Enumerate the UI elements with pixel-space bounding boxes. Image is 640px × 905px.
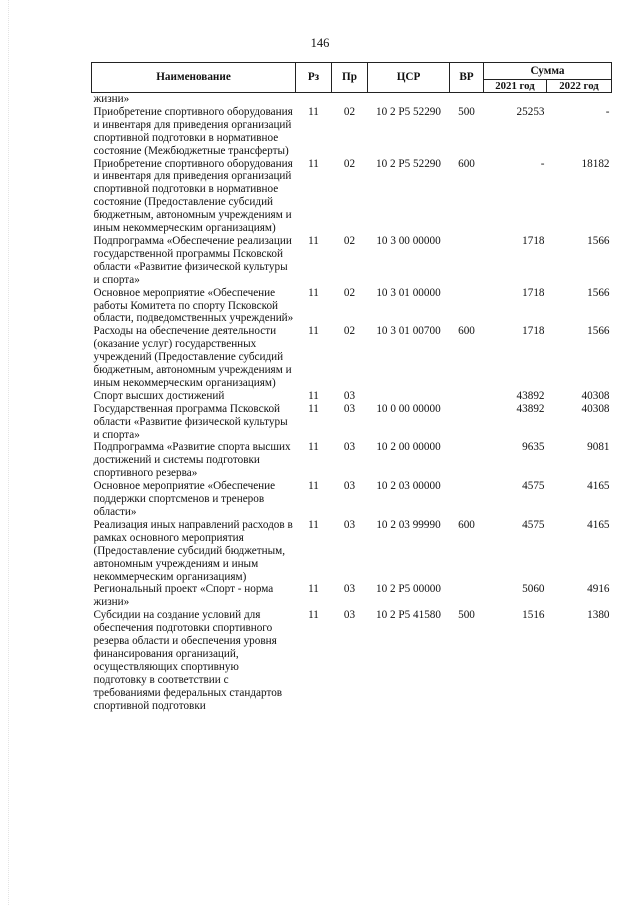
cell-pr: 03 xyxy=(343,441,356,454)
header-vr: ВР xyxy=(450,63,484,93)
header-2022: 2022 год xyxy=(547,80,612,93)
cell-vr xyxy=(450,287,484,326)
cell-2022: 4165 xyxy=(587,518,610,531)
cell-name: Основное мероприятие «Обеспечение поддержки спортсменов и тренеров области» xyxy=(93,480,276,518)
cell-vr xyxy=(450,390,484,403)
cell-vr xyxy=(450,583,484,609)
cell-2022: 1380 xyxy=(587,609,610,622)
cell-vr xyxy=(450,403,484,442)
table-row xyxy=(92,325,612,390)
cell-csr: 10 2 P5 52290 xyxy=(376,105,441,118)
cell-rz: 11 xyxy=(308,583,319,596)
header-csr: ЦСР xyxy=(368,63,450,93)
cell-2022: 4165 xyxy=(587,480,610,493)
cell-pr: 03 xyxy=(343,609,356,622)
cell-name: Региональный проект «Спорт - норма жизни» xyxy=(93,583,274,609)
cell-pr: 03 xyxy=(343,480,356,493)
cell-rz: 11 xyxy=(308,157,319,170)
cell-2022: 40308 xyxy=(581,389,610,402)
cell-2021: 43892 xyxy=(516,389,545,402)
cell-name: Государственная программа Псковской области «Развитие физической культуры и спорта» xyxy=(93,402,288,441)
cell-rz: 11 xyxy=(308,389,319,402)
cell-2021: 9635 xyxy=(522,441,545,454)
table-row xyxy=(92,609,612,712)
cell-2022: 4916 xyxy=(587,583,610,596)
cell-name: Подпрограмма «Обеспечение реализации государственной программы Псковской области «Развитие физической культуры и спорта» xyxy=(93,234,292,286)
cell-2021: 1718 xyxy=(522,234,545,247)
cell-pr: 02 xyxy=(343,234,356,247)
scan-edge-artifact xyxy=(8,0,10,905)
cell-csr: 10 0 00 00000 xyxy=(376,402,441,415)
cell-2021: - xyxy=(540,157,545,170)
cell-csr xyxy=(368,93,450,106)
cell-name: Субсидии на создание условий для обеспечения подготовки спортивного резерва области и обеспечения уровня финансирования организаций, осуществляющих спортивную подготовку в соответствии с требованиями федеральных стандартов спортивной подготовки xyxy=(93,609,283,712)
cell-pr: 02 xyxy=(343,157,356,170)
cell-csr: 10 2 03 00000 xyxy=(376,480,441,493)
cell-2021: 43892 xyxy=(516,402,545,415)
cell-2022: - xyxy=(605,105,610,118)
header-2021: 2021 год xyxy=(484,80,547,93)
table-row xyxy=(92,287,612,326)
cell-2021: 1516 xyxy=(522,609,545,622)
cell-vr xyxy=(450,235,484,287)
cell-vr: 600 xyxy=(458,518,475,531)
table-row xyxy=(92,403,612,442)
budget-table xyxy=(91,62,612,713)
cell-vr xyxy=(450,93,484,106)
cell-csr: 10 3 01 00700 xyxy=(376,325,441,338)
cell-pr xyxy=(332,93,368,106)
cell-2022: 1566 xyxy=(587,286,610,299)
header-pr: Пр xyxy=(332,63,368,93)
cell-name: Приобретение спортивного оборудования и инвентаря для приведения организаций спортивной подготовки в нормативное состояние (Предоставление субсидий бюджетным, автономным учреждениям и иным некоммерческим организациям) xyxy=(93,157,293,235)
cell-2021: 25253 xyxy=(516,105,545,118)
table-body xyxy=(92,93,612,713)
cell-rz: 11 xyxy=(308,105,319,118)
cell-vr: 500 xyxy=(458,609,475,622)
cell-2022: 1566 xyxy=(587,234,610,247)
cell-csr xyxy=(368,390,450,403)
cell-csr: 10 3 01 00000 xyxy=(376,286,441,299)
cell-name: Расходы на обеспечение деятельности (оказание услуг) государственных учреждений (Предоставление субсидий бюджетным, автономным учреждениям и иным некоммерческим организациям) xyxy=(93,325,292,389)
cell-2021: 5060 xyxy=(522,583,545,596)
cell-rz xyxy=(296,93,332,106)
cell-pr: 03 xyxy=(343,518,356,531)
cell-pr: 03 xyxy=(343,583,356,596)
table-row xyxy=(92,93,612,106)
cell-2022: 1566 xyxy=(587,325,610,338)
cell-2021 xyxy=(484,93,547,106)
cell-pr: 03 xyxy=(343,389,356,402)
cell-pr: 02 xyxy=(343,325,356,338)
cell-2022 xyxy=(547,93,612,106)
cell-2021: 1718 xyxy=(522,286,545,299)
page-number: 146 xyxy=(310,36,330,50)
cell-vr: 500 xyxy=(458,105,475,118)
cell-2021: 4575 xyxy=(522,480,545,493)
cell-csr: 10 2 P5 52290 xyxy=(376,157,441,170)
table-row xyxy=(92,390,612,403)
table-row xyxy=(92,519,612,584)
table-header xyxy=(92,63,612,93)
cell-csr: 10 2 P5 00000 xyxy=(376,583,441,596)
cell-2022: 9081 xyxy=(587,441,610,454)
cell-name: Подпрограмма «Развитие спорта высших достижений и системы подготовки спортивного резерва» xyxy=(93,441,291,480)
header-rz: Рз xyxy=(296,63,332,93)
cell-vr: 600 xyxy=(458,157,475,170)
cell-vr xyxy=(450,441,484,480)
cell-csr: 10 3 00 00000 xyxy=(376,234,441,247)
cell-rz: 11 xyxy=(308,325,319,338)
cell-rz: 11 xyxy=(308,402,319,415)
table-row xyxy=(92,106,612,158)
header-sum: Сумма xyxy=(484,63,612,80)
cell-2022: 18182 xyxy=(581,157,610,170)
table-row xyxy=(92,235,612,287)
cell-name: Спорт высших достижений xyxy=(93,389,225,402)
header-name: Наименование xyxy=(92,63,296,93)
table-row xyxy=(92,441,612,480)
table-row xyxy=(92,583,612,609)
table-row xyxy=(92,158,612,235)
cell-csr: 10 2 P5 41580 xyxy=(376,609,441,622)
cell-rz: 11 xyxy=(308,480,319,493)
cell-rz: 11 xyxy=(308,286,319,299)
cell-rz: 11 xyxy=(308,234,319,247)
cell-name: Реализация иных направлений расходов в рамках основного мероприятия (Предоставление субсидий бюджетным, автономным учреждениям и иным некоммерческим организациям) xyxy=(93,518,293,583)
cell-pr: 02 xyxy=(343,105,356,118)
cell-rz: 11 xyxy=(308,441,319,454)
cell-name: Основное мероприятие «Обеспечение работы Комитета по спорту Псковской области, подведомственных учреждений» xyxy=(93,286,294,325)
cell-pr: 02 xyxy=(343,286,356,299)
cell-csr: 10 2 03 99990 xyxy=(376,518,441,531)
cell-vr xyxy=(450,480,484,519)
cell-csr: 10 2 00 00000 xyxy=(376,441,441,454)
cell-rz: 11 xyxy=(308,518,319,531)
cell-2022: 40308 xyxy=(581,402,610,415)
cell-2021: 1718 xyxy=(522,325,545,338)
table-row xyxy=(92,480,612,519)
cell-pr: 03 xyxy=(343,402,356,415)
cell-name: Приобретение спортивного оборудования и инвентаря для приведения организаций спортивной подготовки в нормативное состояние (Межбюджетные трансферты) xyxy=(93,105,293,157)
cell-2021: 4575 xyxy=(522,518,545,531)
cell-name: жизни» xyxy=(93,93,130,105)
cell-vr: 600 xyxy=(458,325,475,338)
cell-rz: 11 xyxy=(308,609,319,622)
